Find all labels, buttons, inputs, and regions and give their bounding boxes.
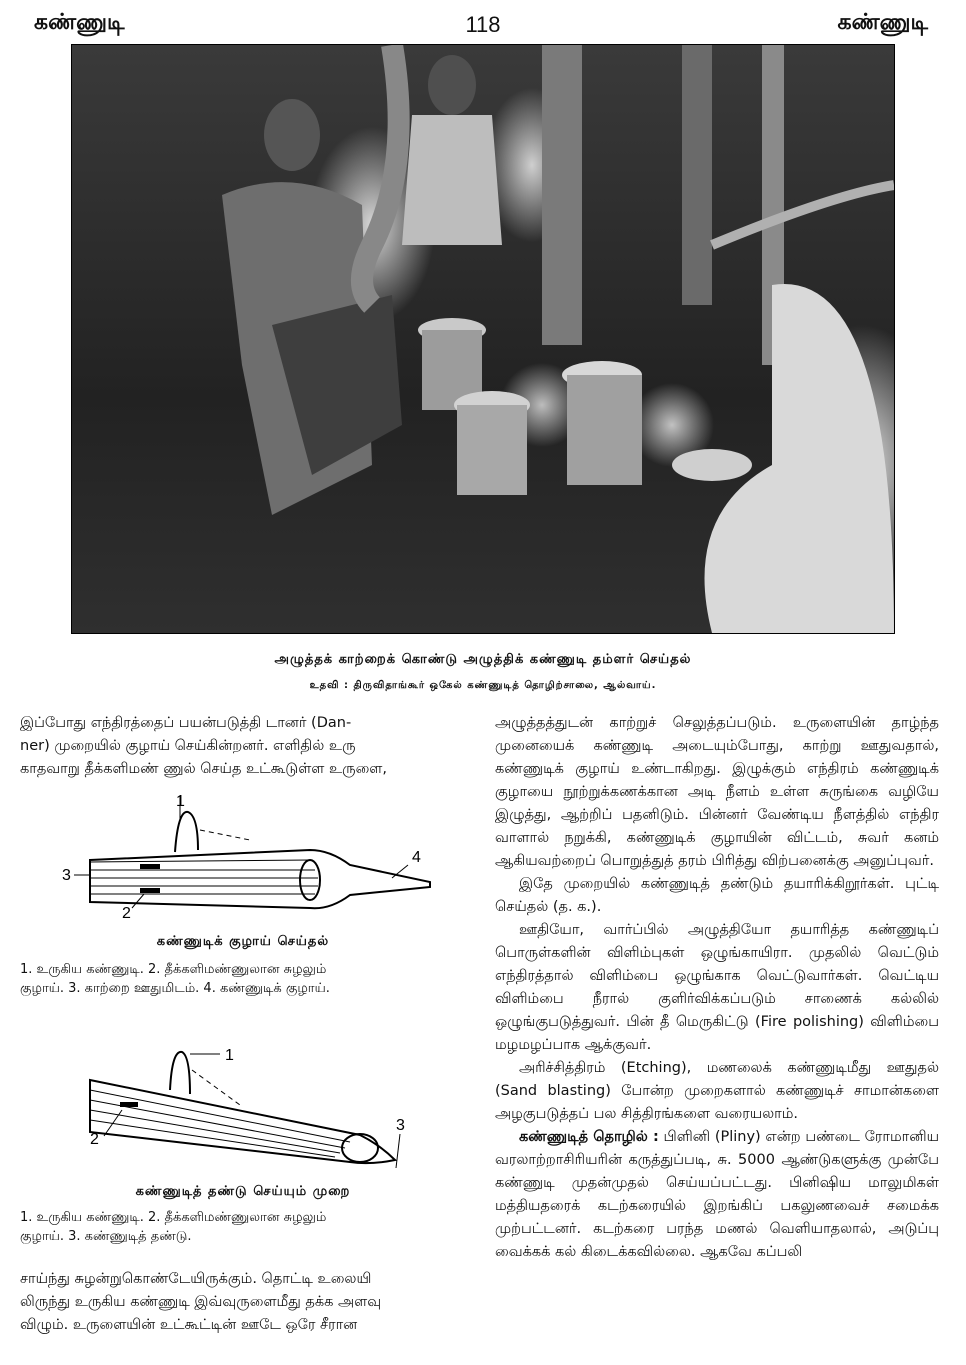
photo-illustration: [72, 45, 894, 633]
rod-making-diagram: [60, 1040, 460, 1170]
factory-photograph: [71, 44, 895, 634]
paragraph: ஊதியோ, வார்ப்பில் அழுத்தியோ தயாரித்த கண்ணுடிப் பொருள்களின் விளிம்புகள் ஒழுங்காயிரா. முதலில் வெட்டும் எந்திரத்தால் விளிம்பை ஒழுங்காக வெட்டுவார்கள். வெட்டிய விளிம்பை நீரால் குளிர்விக்கப்படும் சாணைக் கல்லில் ஒழுங்குபடுத்துவர். பின் தீ மெருகிட்டு (Fire polishing) விளிம்பை மழமழப்பாக ஆக்குவர்.: [495, 922, 939, 1053]
fig1-legend: [20, 960, 466, 998]
fig2-legend: [20, 1208, 466, 1246]
text-line: காதவாறு தீக்களிமண் ணுல் செய்த உட்கூடுள்ள உருளை,: [20, 761, 387, 777]
paragraph: அழுத்தத்துடன் காற்றுச் செலுத்தப்படும். உருளையின் தாழ்ந்த முனையைக் கண்ணுடி அடையும்போது, காற்று ஊதுவதால், கண்ணுடிக் குழாய் உண்டாகிறது. இழுக்கும் எந்திரம் கண்ணுடிக் குழாயை நூற்றுக்கணக்கான அடி நீளம் உள்ள சுருங்கை வழியே இழுத்து, ஆற்றிப் பதனிடும். பின்னர் வேண்டிய நீளத்தில் எந்திர வாளால் நறுக்கி, கண்ணுடிக் குழாயின் விட்டம், சுவர் கனம் ஆகியவற்றைப் பொறுத்துத் தரம் பிரித்து விற்பனைக்கு அனுப்புவர்.: [495, 715, 939, 869]
fig1-label-4: 4: [412, 849, 421, 866]
photo-credit: உதவி : திருவிதாங்கூர் ஒகேல் கண்ணுடித் தொழிற்சாலை, ஆல்வாய்.: [309, 680, 657, 691]
legend-line: குழாய். 3. கண்ணுடித் தண்டு.: [20, 1229, 192, 1244]
tube-making-diagram: [60, 790, 460, 925]
fig2-label-3: 3: [396, 1117, 405, 1134]
fig1-caption: கண்ணுடிக் குழாய் செய்தல்: [156, 934, 330, 949]
text-line: இப்போது எந்திரத்தைப் பயன்படுத்தி டானர் (Dan-: [20, 715, 352, 731]
right-column: [495, 712, 939, 1264]
fig2-label-2: 2: [90, 1131, 99, 1148]
running-header-right: கண்ணுடி: [837, 10, 928, 35]
paragraph: இதே முறையில் கண்ணுடித் தண்டும் தயாரிக்கிறூர்கள். புட்டி செய்தல் (த. க.).: [495, 876, 939, 915]
section-paragraph: [495, 1126, 939, 1264]
fig2-caption: கண்ணுடித் தண்டு செய்யும் முறை: [135, 1184, 351, 1199]
text-line: ner) முறையில் குழாய் செய்கின்றனர். எளிதில் உரு: [20, 738, 356, 754]
left-column-intro: [20, 712, 466, 781]
text-line: விழும். உருளையின் உட்கூட்டின் ஊடே ஒரே சீரான: [20, 1317, 358, 1333]
left-column-outro: [20, 1268, 466, 1337]
text-line: லிருந்து உருகிய கண்ணுடி இவ்வுருளைமீது தக்க அளவு: [20, 1294, 382, 1310]
fig1-label-2: 2: [122, 905, 131, 922]
fig1-label-1: 1: [176, 793, 185, 810]
section-text: பிளினி (Pliny) என்ற பண்டை ரோமானிய வரலாற்றாசிரியரின் கருத்துப்படி, சு. 5000 ஆண்டுகளுக்கு முன்பே கண்ணுடி முதன்முதல் செய்யப்பட்டது. பினிஷிய மாலுமிகள் மத்தியதரைக் கடற்கரையில் இறங்கிப் பகலுணவைச் சமைக்க முற்பட்டனர். கடற்கரை பரந்த மணல் வெளியாதலால், அடுப்பு வைக்கக் கல் கிடைக்கவில்லை. ஆகவே கப்பலி: [495, 1129, 939, 1260]
fig1-label-3: 3: [62, 867, 71, 884]
section-heading: கண்ணுடித் தொழில் :: [519, 1129, 659, 1145]
fig2-label-1: 1: [225, 1047, 234, 1064]
photo-caption: அழுத்தக் காற்றைக் கொண்டு அழுத்திக் கண்ணுடி தம்ளர் செய்தல்: [274, 652, 692, 667]
page-number: 118: [465, 12, 501, 37]
legend-line: குழாய். 3. காற்றை ஊதுமிடம். 4. கண்ணுடிக் குழாய்.: [20, 981, 330, 996]
legend-line: 1. உருகிய கண்ணுடி. 2. தீக்களிமண்ணுலான சுழலும்: [20, 1210, 327, 1225]
paragraph: அரிச்சித்திரம் (Etching), மணலைக் கண்ணுடிமீது ஊதுதல் (Sand blasting) போன்ற முறைகளால் கண்ணுடிச் சாமான்களை அழகுபடுத்தப் பல சித்திரங்களை வரையலாம்.: [495, 1060, 939, 1122]
text-line: சாய்ந்து சுழன்றுகொண்டேயிருக்கும். தொட்டி உலையி: [20, 1271, 372, 1287]
legend-line: 1. உருகிய கண்ணுடி. 2. தீக்களிமண்ணுலான சுழலும்: [20, 962, 327, 977]
running-header-left: கண்ணுடி: [34, 10, 125, 35]
